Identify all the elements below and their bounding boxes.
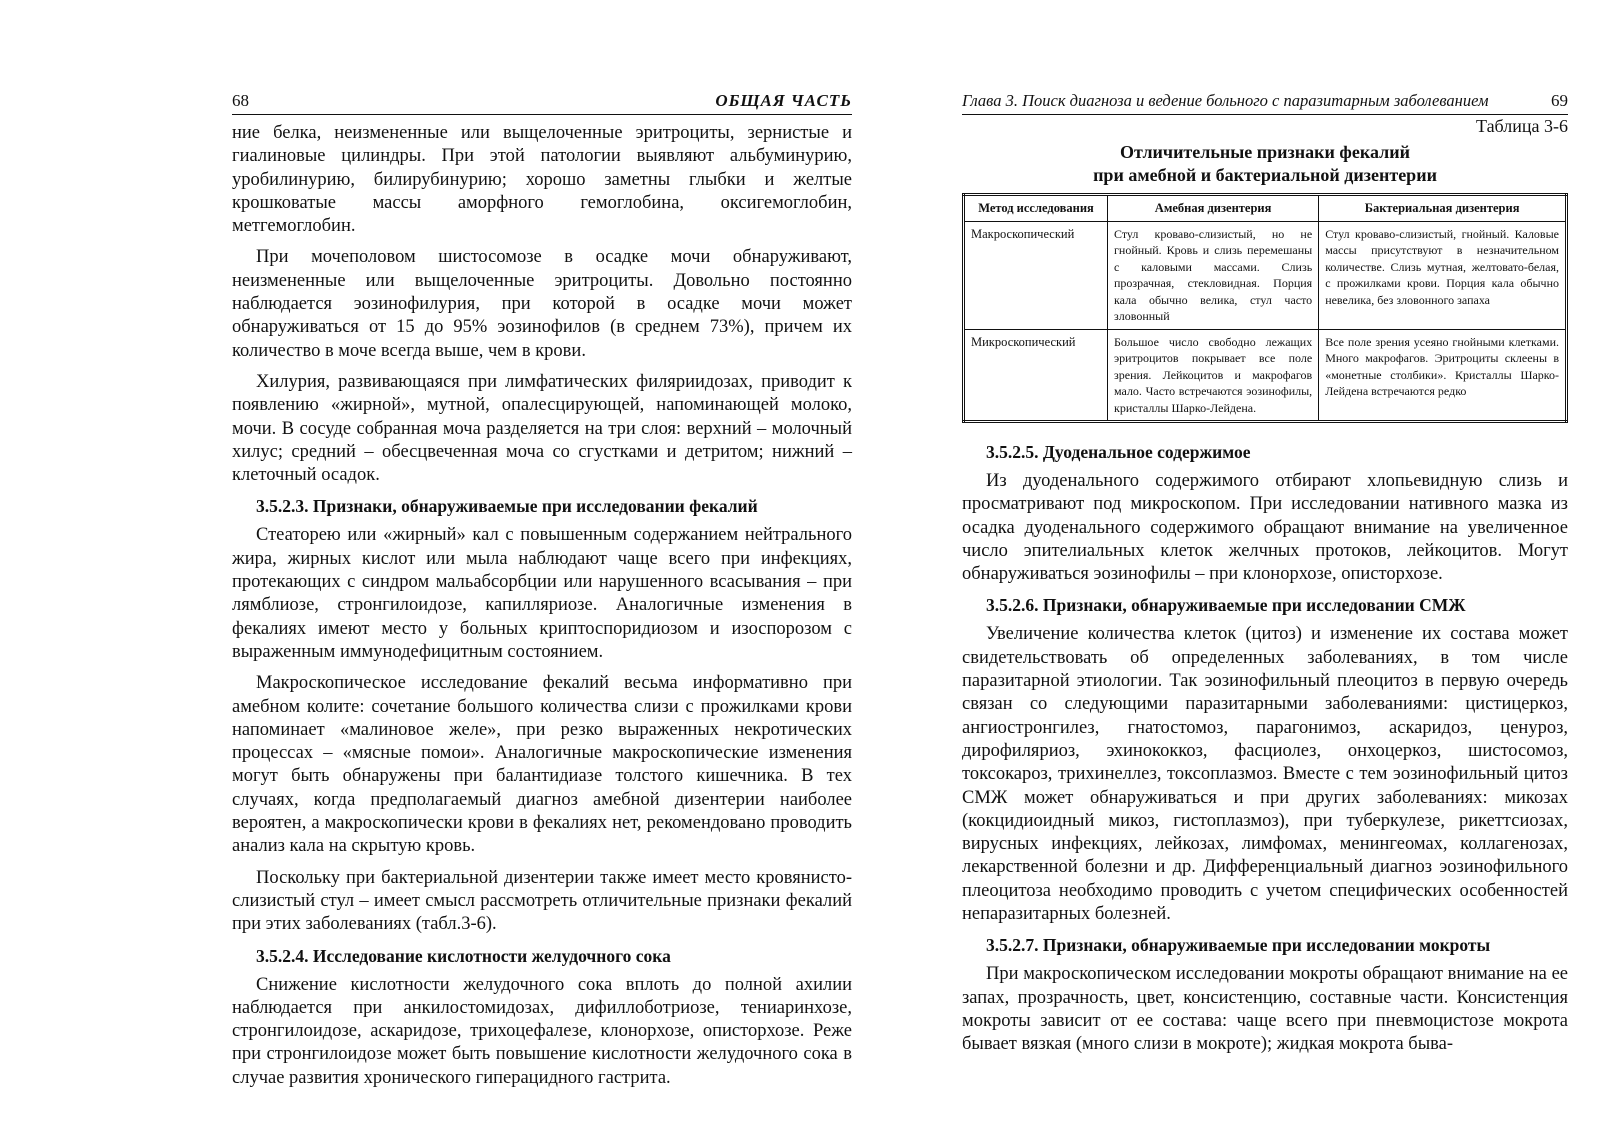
column-header: Амебная дизентерия xyxy=(1108,195,1319,222)
running-head: ОБЩАЯ ЧАСТЬ xyxy=(715,91,852,110)
running-head: Глава 3. Поиск диагноза и ведение больного с паразитарным заболеванием xyxy=(962,91,1489,110)
paragraph: Увеличение количества клеток (цитоз) и изменение их состава может свидетельствовать об определенных заболеваниях, в том числе паразитарной этиологии. Так эозинофильный плеоцитоз в первую очередь связан со следующими паразитарными заболеваниями: цистицеркоз, ангиостронгилез, гнатостомоз, парагонимоз, аскаридоз, ценуроз, дирофиляриоз, эхинококкоз, фасциолез, онхоцеркоз, шистосомоз, токсокароз, трихинеллез, токсоплазмоз. Вместе с тем эозинофильный цитоз СМЖ может обнаруживаться и при других заболеваниях: микозах (кокцидиоидный микоз, гистоплазмоз), при туберкулезе, рикеттсиозах, вирусных инфекциях, лейкозах, лимфомах, менингеомах, коллагенозах, лекарственной болезни и др. Дифференциальный диагноз эозинофильного плеоцитоза необходимо проводить с учетом специфических особенностей непаразитарных болезней. xyxy=(962,624,1568,925)
table-cell-bacterial: Все поле зрения усеяно гнойными клетками. Много макрофагов. Эритроциты склеены в «монетные столбики». Кристаллы Шарко-Лейдена встречаются редко xyxy=(1319,329,1567,422)
table-cell-amoebic: Большое число свободно лежащих эритроцитов покрывает все поле зрения. Лейкоцитов и макрофагов мало. Часто встречаются эозинофилы, кристаллы Шарко-Лейдена. xyxy=(1108,329,1319,422)
table-wrapper xyxy=(962,193,1568,423)
table-row xyxy=(964,329,1567,422)
paragraph: Поскольку при бактериальной дизентерии также имеет место кровянисто-слизистый стул – имеет смысл рассмотреть отличительные признаки фекалий при этих заболеваниях (табл.3-6). xyxy=(232,867,852,935)
column-header: Метод исследования xyxy=(964,195,1108,222)
left-running-header xyxy=(232,88,852,115)
left-page xyxy=(232,0,852,1134)
section-heading: 3.5.2.4. Исследование кислотности желудочного сока xyxy=(256,945,671,966)
table-row xyxy=(964,221,1567,329)
comparison-table xyxy=(962,193,1568,423)
paragraph: Стеаторею или «жирный» кал с повышенным содержанием нейтрального жира, жирных кислот или мыла наблюдают чаще всего при инфекциях, протекающих с синдром мальабсорбции или нарушенного всасывания – при лямблиозе, стронгилоидозе, капилляриозе. Аналогичные изменения в фекалиях имеют место у больных криптоспоридиозом и изоспорозом с выраженным иммунодефицитным состоянием. xyxy=(232,525,852,662)
section-heading: 3.5.2.5. Дуоденальное содержимое xyxy=(986,442,1251,462)
table-cell-method: Макроскопический xyxy=(964,221,1108,329)
paragraph: Макроскопическое исследование фекалий весьма информативно при амебном колите: сочетание большого количества слизи с прожилками крови напоминает «малиновое желе», при резко выраженных некротических процессах – «мясные помои». Аналогичные макроскопические изменения могут быть обнаружены при балантидиазе толстого кишечника. В тех случаях, когда предполагаемый диагноз амебной дизентерии наиболее вероятен, а макроскопически крови в фекалиях нет, рекомендовано проводить анализ кала на скрытую кровь. xyxy=(232,673,852,857)
right-page xyxy=(962,0,1568,1134)
column-header: Бактериальная дизентерия xyxy=(1319,195,1567,222)
page-number: 68 xyxy=(232,91,249,110)
table-cell-method: Микроскопический xyxy=(964,329,1108,422)
paragraph: При мочеполовом шистосомозе в осадке мочи обнаруживают, неизмененные или выщелоченные эритроциты. Довольно постоянно наблюдается эозинофилурия, при которой в осадке мочи может обнаруживаться от 15 до 95% эозинофилов (в среднем 73%), причем их количество в моче всегда выше, чем в крови. xyxy=(232,247,852,361)
paragraph: ние белка, неизмененные или выщелоченные эритроциты, зернистые и гиалиновые цилиндры. При этой патологии выявляют альбуминурию, уробилинурию, билирубинурию; хорошо заметны глыбки и желтые крошковатые массы аморфного гемоглобина, оксигемоглобин, метгемоглобин. xyxy=(232,123,852,237)
page-number: 69 xyxy=(1551,91,1568,110)
right-running-header xyxy=(962,88,1568,115)
paragraph: Снижение кислотности желудочного сока вплоть до полной ахилии наблюдается при анкилостомидозах, дифиллоботриозе, тениаринхозе, стронгилоидозе, аскаридозе, трихоцефалезе, клонорхозе, описторхозе. Реже при стронгилоидозе может быть повышение кислотности желудочного сока в случае развития хронического гиперацидного гастрита. xyxy=(232,974,852,1088)
section-heading: 3.5.2.6. Признаки, обнаруживаемые при исследовании СМЖ xyxy=(986,595,1466,616)
left-page-body xyxy=(232,122,852,1098)
table-cell-amoebic: Стул кроваво-слизистый, но не гнойный. Кровь и слизь перемешаны с каловыми массами. Слизь прозрачная, стекловидная. Порция кала обычно велика, стул часто зловонный xyxy=(1108,221,1319,329)
table-cell-bacterial: Стул кроваво-слизистый, гнойный. Каловые массы присутствуют в незначительном количестве. Слизь мутная, желтовато-белая, с прожилками крови. Порция кала обычно невелика, без зловонного запаха xyxy=(1319,221,1567,329)
paragraph: Из дуоденального содержимого отбирают хлопьевидную слизь и просматривают под микроскопом. При исследовании нативного мазка из осадка дуоденального содержимого обращают внимание на увеличенное число эпителиальных клеток желчных протоков, лейкоцитов. Могут обнаруживаться эозинофилы – при клонорхозе, описторхозе. xyxy=(962,471,1568,585)
table-title-line: Отличительные признаки фекалий xyxy=(1120,142,1410,162)
right-page-body xyxy=(962,116,1568,1065)
paragraph: Хилурия, развивающаяся при лимфатических филяриидозах, приводит к появлению «жирной», мутной, опалесцирующей, напоминающей молоко, мочи. В сосуде собранная моча разделяется на три слоя: верхний – молочный хилус; средний – обесцвеченная моча со сгустками и детритом; нижний – клеточный осадок. xyxy=(232,371,852,486)
table-title-line: при амебной и бактериальной дизентерии xyxy=(1093,165,1437,185)
section-heading: 3.5.2.7. Признаки, обнаруживаемые при исследовании мокроты xyxy=(986,935,1491,956)
table-header-row xyxy=(964,195,1567,222)
table-title xyxy=(962,141,1568,187)
section-heading: 3.5.2.3. Признаки, обнаруживаемые при исследовании фекалий xyxy=(256,496,758,517)
table-label: Таблица 3-6 xyxy=(1476,116,1568,136)
paragraph: При макроскопическом исследовании мокроты обращают внимание на ее запах, прозрачность, цвет, консистенцию, составные части. Консистенция мокроты зависит от ее состава: чаще всего при пневмоцистозе мокрота бывает вязкая (много слизи в мокроте); жидкая мокрота быва- xyxy=(962,964,1568,1055)
